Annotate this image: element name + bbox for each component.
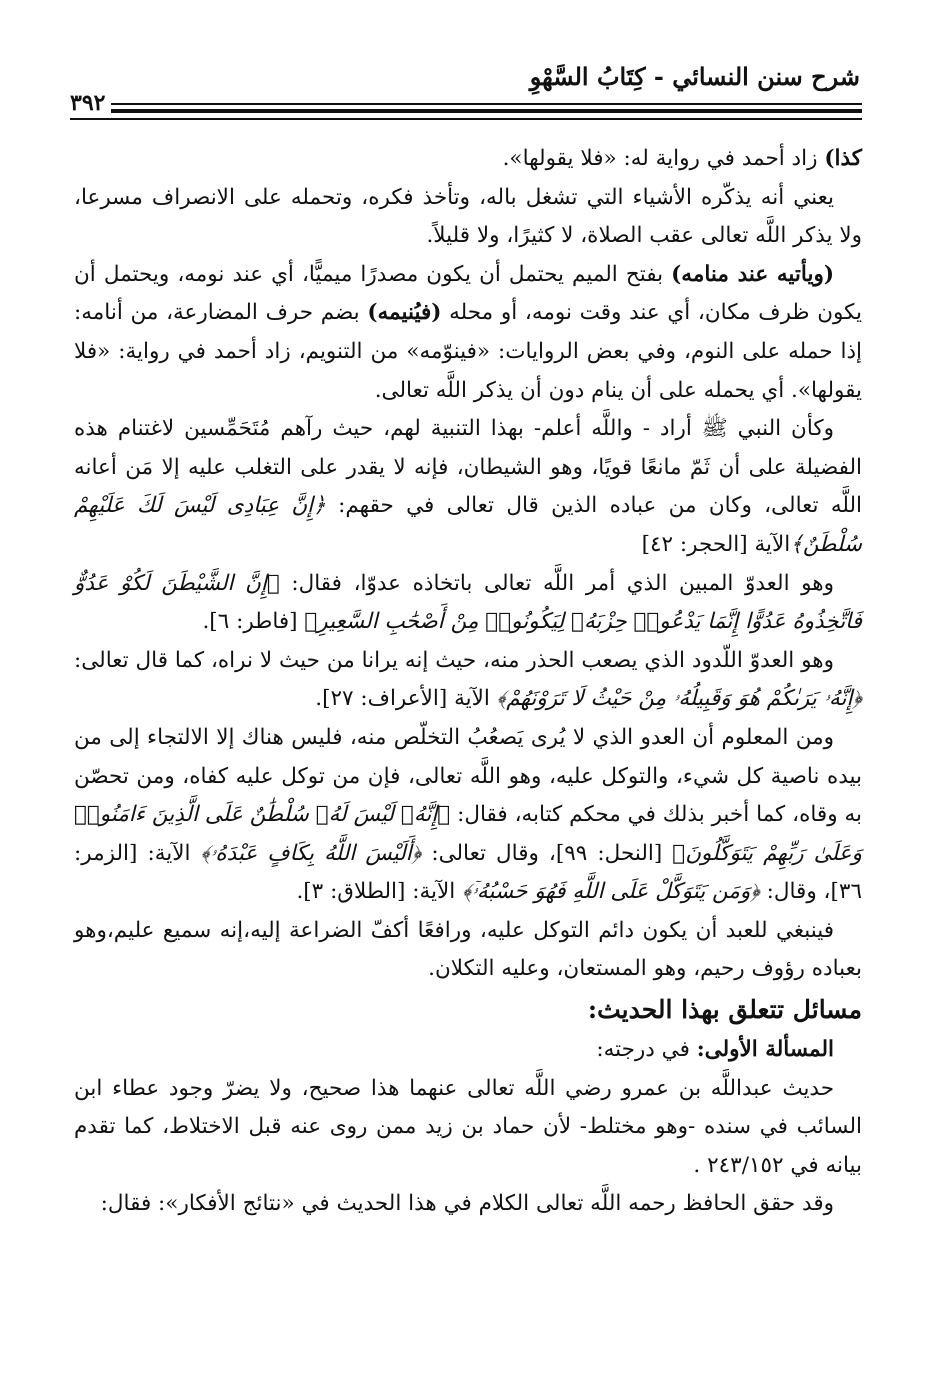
paragraph-6-text: وهو العدوّ اللّدود الذي يصعب الحذر منه، حيث إنه يرانا من حيث لا نراه، كما قال تعالى: [74, 647, 834, 673]
paragraph-8: فينبغي للعبد أن يكون دائم التوكل عليه، ورافعًا أكفّ الضراعة إليه،إنه سميع عليم،وهو بعباده رؤوف رحيم، وهو المستعان، وعليه التكلان. [74, 917, 862, 982]
paragraph-6-citation: الآية [الأعراف: ٢٧]. [315, 686, 497, 712]
paragraph-10: وقد حقق الحافظ رحمه اللَّه تعالى الكلام في هذا الحديث في «نتائج الأفكار»: فقال: [100, 1191, 834, 1217]
paragraph-7-mid-2: الآية: [الزمر: ٣٦]، وقال: [74, 840, 862, 905]
paragraph-3-lead: (ويأتيه عند منامه) [671, 261, 834, 287]
header-rule-thin-top [70, 103, 862, 105]
paragraph-2: يعني أنه يذكّره الأشياء التي تشغل باله، وتأخذ فكره، وتحمله على الانصراف مسرعا، ولا يذكر اللَّه تعالى عقب الصلاة، لا كثيرًا، ولا قليلاً. [74, 184, 862, 249]
paragraph-6 [74, 642, 862, 719]
running-title: شرح سنن النسائي - كِتَابُ السَّهْوِ [529, 62, 860, 91]
paragraph-4-quran-verse: ﴿إِنَّ عِبَادِى لَيْسَ لَكَ عَلَيْهِمْ سُلْطَنٌ﴾ [74, 493, 862, 557]
paragraph-7 [74, 719, 862, 912]
paragraph-4-text: وكأن النبي ﷺ أراد - واللَّه أعلم- بهذا التنبية لهم، حيث رآهم مُتَحَمِّسين لاغتنام هذه الفضيلة على أن ثَمّ مانعًا قويًا، وهو الشيطان، فإنه لا يقدر على التغلب عليه إلا مَن أعانه اللَّه تعالى، وكان من عباده الذين قال تعالى في حقهم: [74, 416, 862, 519]
page-number: ٣٩٢ [70, 90, 111, 116]
paragraph-5-citation: [فاطر: ٦]. [202, 609, 305, 635]
section-heading: مسائل تتعلق بهذا الحديث: [587, 995, 862, 1025]
paragraph-7-citation: الآية: [الطلاق: ٣]. [296, 879, 463, 905]
header-rule-thin-bottom [70, 118, 862, 120]
paragraph-1 [74, 140, 862, 179]
paragraph-5-text: وهو العدوّ المبين الذي أمر اللَّه تعالى باتخاذه عدوّا، فقال: [279, 570, 834, 596]
paragraph-7-quran-verse-2: ﴿أَلَيْسَ اللَّهُ بِكَافٍ عَبْدَهُۥ﴾ [200, 840, 422, 866]
paragraph-3-text-b: بضم حرف المضارعة، من أنامه: إذا حمله على النوم، وفي بعض الروايات: «فينوّمه» من التنويم، زاد أحمد في رواية: «فلا يقولها». أي يحمله على أن ينام دون أن يذكر اللَّه تعالى. [74, 300, 862, 403]
paragraph-7-mid-1: [النحل: ٩٩]، وقال تعالى: [421, 840, 673, 866]
header-rule-thick [70, 109, 862, 113]
paragraph-5 [74, 565, 862, 642]
page-header [70, 62, 860, 116]
issue-1 [74, 1031, 862, 1070]
paragraph-3-text-a: بفتح الميم يحتمل أن يكون مصدرًا ميميًّا، أي عند نومه، ويحتمل أن يكون ظرف مكان، أي عند وقت نومه، أو محله [74, 261, 862, 326]
paragraph-3 [74, 256, 862, 410]
issue-1-text: في درجته: [596, 1037, 697, 1063]
page-body [74, 140, 862, 1224]
paragraph-4 [74, 410, 862, 564]
paragraph-7-quran-verse-1: ﴿إِنَّهُۥ لَيْسَ لَهُۥ سُلْطَٰنٌ عَلَى الَّذِينَ ءَامَنُوا۟ وَعَلَىٰ رَبِّهِمْ يَتَوَكَّلُونَ﴾ [74, 802, 862, 866]
paragraph-1-text: زاد أحمد في رواية له: «فلا يقولها». [502, 146, 825, 171]
paragraph-7-text: ومن المعلوم أن العدو الذي لا يُرى يَصعُبُ التخلّص منه، فليس هناك إلا الالتجاء إلى من بيده ناصية كل شيء، والتوكل عليه، وهو اللَّه تعالى، فإن من توكل عليه كفاه، ومن تحصّن به وقاه، كما أخبر بذلك في محكم كتابه، فقال: [74, 724, 862, 828]
paragraph-6-quran-verse: ﴿إِنَّهُۥ يَرَىٰكُمْ هُوَ وَقَبِيلُهُۥ مِنْ حَيْثُ لَا تَرَوْنَهُمْ﴾ [496, 686, 862, 712]
paragraph-1-lead: كذا) [824, 146, 862, 171]
issue-1-label: المسألة الأولى: [696, 1037, 834, 1063]
paragraph-5-quran-verse: ﴿إِنَّ الشَّيْطَنَ لَكُوْ عَدُوٌّ فَاتَّخِذُوهُ عَدُوًّا إِنَّمَا يَدْعُوا۟ حِزْبَهُۥ لِيَكُونُوا۟ مِنْ أَصْحَٰبِ السَّعِيرِ﴾ [74, 570, 862, 635]
paragraph-7-quran-verse-3: ﴿وَمَن يَتَوَكَّلْ عَلَى اللَّهِ فَهُوَ حَسْبُهُۥٓ﴾ [462, 879, 760, 905]
paragraph-4-citation: الآية [الحجر: ٤٢] [641, 531, 791, 557]
paragraph-3-bold: (فيُنيمه) [367, 300, 442, 326]
paragraph-9: حديث عبداللَّه بن عمرو رضي اللَّه تعالى عنهما هذا صحيح، ولا يضرّ وجود عطاء ابن السائب في سنده -وهو مختلط- لأن حماد بن زيد ممن روى عنه قبل الاختلاط، كما تقدم بيانه في ٢٤٣/١٥٢ . [74, 1075, 862, 1178]
